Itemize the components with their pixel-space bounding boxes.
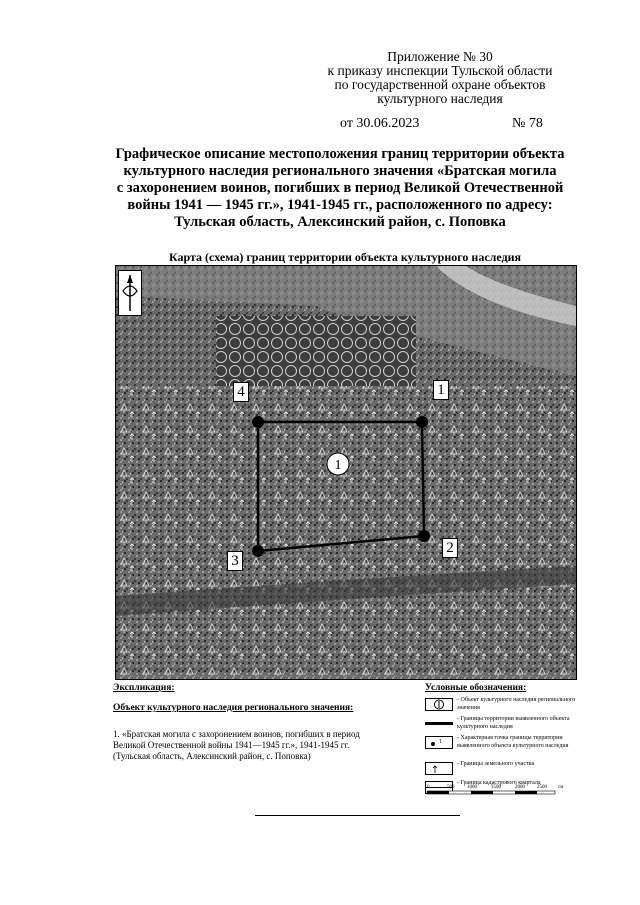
scale-label: см — [558, 785, 564, 790]
explication-item-line-1: 1. «Братская могила с захоронением воинов, погибших в период — [113, 729, 360, 739]
legend-text: - Характерная точка границы территории выявленного объекта культурного наследия — [457, 735, 569, 749]
order-number: № 78 — [512, 116, 543, 131]
title-line-5: Тульская область, Алексинский район, с. Поповка — [174, 214, 506, 230]
legend-text: - Граница кадастрового квартала — [457, 780, 541, 786]
explication — [113, 683, 413, 762]
legend-item — [425, 735, 580, 759]
title-line-2: культурного наследия регионального значения «Братская могила — [123, 163, 557, 179]
explication-heading: Экспликация: — [113, 683, 175, 693]
scale-label: 1500 — [491, 785, 501, 790]
point-label-3: 3 — [227, 551, 243, 571]
scale-label: 1000 — [467, 785, 477, 790]
scale-label: 0 — [427, 785, 430, 790]
explication-item — [113, 729, 413, 762]
point-label-2: 2 — [442, 538, 458, 558]
explication-subheading: Объект культурного наследия регионального значения: — [113, 703, 354, 713]
appendix-number: Приложение № 30 — [387, 49, 493, 64]
point-label-4: 4 — [233, 382, 249, 402]
territory-boundary-icon — [425, 717, 453, 730]
explication-item-line-3: (Тульская область, Алексинский район, с. Поповка) — [113, 751, 311, 761]
title-line-3: с захоронением воинов, погибших в период Великой Отечественной — [116, 180, 564, 196]
legend — [425, 683, 580, 799]
legend-text: - Границы земельного участка — [457, 761, 535, 767]
appendix-header — [300, 50, 580, 106]
inspection-line: по государственной охране объектов — [334, 77, 546, 92]
order-date: от 30.06.2023 — [340, 116, 420, 131]
legend-heading: Условные обозначения: — [425, 683, 527, 693]
legend-item — [425, 716, 580, 733]
bottom-divider — [255, 815, 460, 816]
scale-label: 2500 — [537, 785, 547, 790]
scale-bar — [425, 783, 575, 799]
boundary-map — [115, 265, 577, 680]
title-line-1: Графическое описание местоположения границ территории объекта — [115, 146, 565, 162]
date-row — [340, 116, 550, 132]
heritage-object-icon — [425, 698, 453, 711]
legend-text: - Границы территории выявленного объекта культурного наследия — [457, 716, 570, 730]
legend-item — [425, 761, 580, 778]
explication-item-line-2: Великой Отечественной войны 1941—1945 гг.», 1941-1945 гг. — [113, 740, 350, 750]
point-label-1: 1 — [433, 380, 449, 400]
heritage-line: культурного наследия — [377, 91, 503, 106]
north-arrow-icon — [118, 270, 142, 316]
scale-label: 500 — [447, 785, 455, 790]
land-plot-boundary-icon — [425, 762, 453, 775]
title-line-4: войны 1941 — 1945 гг.», 1941-1945 гг., расположенного по адресу: — [127, 197, 553, 213]
map-image — [116, 266, 576, 679]
legend-item — [425, 697, 580, 714]
document-title — [95, 146, 585, 231]
order-reference: к приказу инспекции Тульской области — [327, 63, 553, 78]
svg-text:1: 1 — [439, 739, 442, 745]
boundary-point-icon — [425, 736, 453, 749]
map-caption: Карта (схема) границ территории объекта культурного наследия — [168, 250, 522, 264]
scale-label: 2000 — [515, 785, 525, 790]
object-number: 1 — [334, 458, 342, 473]
scale-bar-graphic — [425, 783, 575, 797]
legend-text: - Объект культурного наследия регионального значения — [457, 697, 576, 711]
